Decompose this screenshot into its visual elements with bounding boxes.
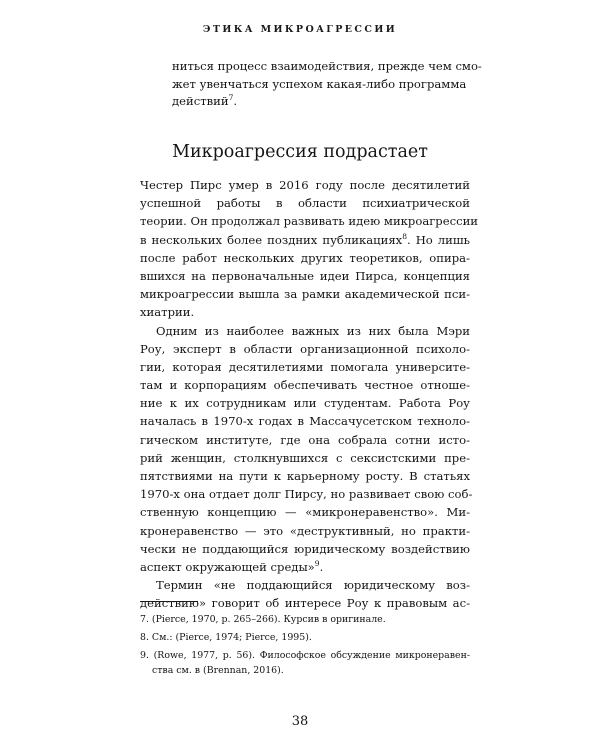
page-number: 38: [291, 714, 309, 729]
body-line-text: аспект окружающей среды»: [140, 559, 315, 574]
body-line: аспект окружающей среды»$^9$.: [140, 558, 324, 574]
quote-line: ниться процесс взаимодействия, прежде чем смо-: [172, 59, 482, 73]
body-line: в нескольких более поздних публикациях$^8$. Но лишь: [140, 231, 470, 247]
body-line: ние к их сотрудникам или студентам. Работа Роу: [140, 396, 470, 411]
body-line: микроагрессии вышла за рамки академической пси-: [140, 287, 470, 302]
footnote-ref-9[interactable]: 9: [314, 558, 320, 568]
body-line: Одним из наиболее важных из них была Мэри: [156, 323, 470, 338]
body-line: после работ нескольких других теоретиков, опира-: [140, 250, 470, 265]
body-line: успешной работы в области психиатрической: [140, 196, 470, 211]
section-title: Микроагрессия подрастает: [172, 142, 428, 162]
body-line: Роу, эксперт в области организационной психоло-: [140, 341, 470, 356]
body-line: гии, которая десятилетиями помогала университе-: [140, 359, 470, 374]
quote-line: жет увенчаться успехом какая-либо программа: [172, 76, 467, 91]
body-line-text: в нескольких более поздних публикациях: [140, 232, 403, 247]
footnote-text: 8. См.: (Pierce, 1974; Pierce, 1995).: [140, 632, 312, 643]
body-line: хиатрии.: [140, 305, 195, 320]
footnote-divider: [140, 601, 198, 602]
body-line: кронеравенство — это «деструктивный, но практи-: [140, 523, 470, 538]
footnotes: [140, 612, 470, 681]
quote-block: [172, 58, 482, 111]
footnote-text: 7. (Pierce, 1970, p. 265–266). Курсив в оригинале.: [140, 614, 386, 625]
quote-line-text: действий: [172, 94, 229, 108]
body-line: рий женщин, столкнувшихся с сексистскими пре-: [140, 450, 470, 465]
body-line: пятствиями на пути к карьерному росту. В статьях: [140, 469, 470, 483]
footnote-9: [140, 648, 470, 678]
footnote-ref-7[interactable]: 7: [228, 93, 234, 102]
body-line: ственную концепцию — «микронеравенство». Ми-: [140, 505, 470, 520]
running-header: ЭТИКА МИКРОАГРЕССИИ: [202, 24, 398, 35]
footnote-text: 9. (Rowe, 1977, p. 56). Философское обсуждение микронеравен-: [140, 650, 470, 661]
footnote-7: [140, 612, 470, 627]
footnote-ref-8[interactable]: 8: [402, 231, 407, 241]
footnote-8: [140, 630, 470, 645]
body-line: гическом институте, где она собрала сотни исто-: [140, 432, 470, 447]
footnote-text: ства см. в (Brennan, 2016).: [152, 665, 284, 676]
body-line: действию» говорит об интересе Роу к правовым ас-: [140, 596, 470, 611]
body-line: началась в 1970-х годах в Массачусетском техноло-: [140, 414, 470, 429]
body-line: Термин «не поддающийся юридическому воз-: [156, 578, 470, 593]
body-line: теории. Он продолжал развивать идею микроагрессии: [140, 214, 479, 229]
body-line: вшихся на первоначальные идеи Пирса, концепция: [140, 268, 470, 283]
body-line: Честер Пирс умер в 2016 году после десятилетий: [140, 178, 470, 192]
quote-line-last: действий$^7$.: [172, 93, 238, 108]
body-line: там и корпорациям обеспечивать честное отноше-: [140, 378, 470, 393]
body-line-text: Но лишь: [415, 232, 470, 247]
body-line: чески не поддающийся юридическому воздействию: [140, 541, 470, 556]
body-line: 1970-х она отдает долг Пирсу, но развивает свою соб-: [140, 487, 473, 502]
body-text: [140, 176, 479, 613]
